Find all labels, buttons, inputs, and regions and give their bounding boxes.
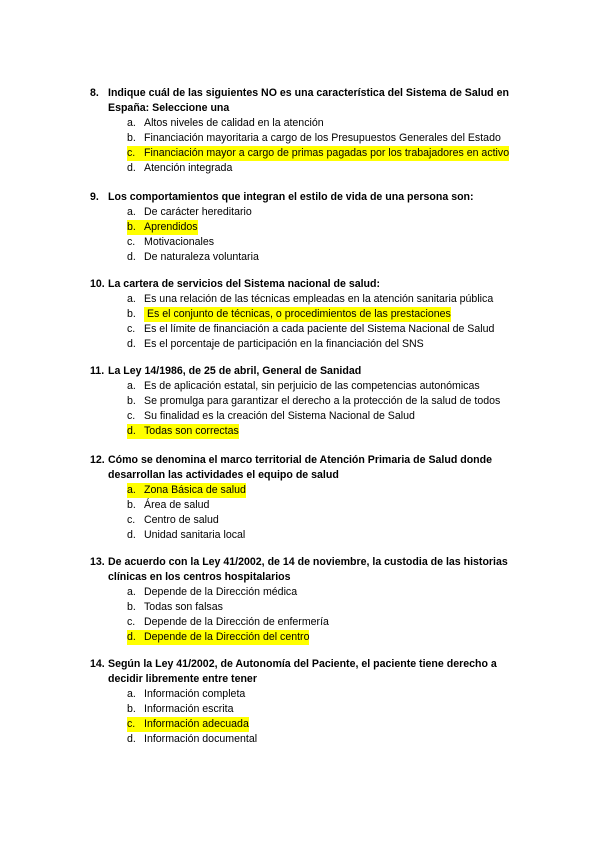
question-title — [90, 555, 530, 585]
question-number: 10. — [90, 278, 105, 290]
option-b — [127, 498, 530, 513]
options-list — [90, 585, 530, 645]
option-text: Información escrita — [144, 703, 234, 715]
option-letter: a. — [127, 483, 144, 498]
question-number: 14. — [90, 658, 105, 670]
option-letter: a. — [127, 117, 136, 129]
option-text: Unidad sanitaria local — [144, 529, 246, 541]
option-letter: b. — [127, 601, 136, 613]
option-text: Información documental — [144, 733, 258, 745]
options-list — [90, 205, 530, 265]
option-d — [127, 250, 530, 265]
option-a — [127, 116, 530, 131]
option-letter: d. — [127, 251, 136, 263]
option-a — [127, 585, 530, 600]
option-b-highlighted — [127, 220, 530, 235]
option-letter: d. — [127, 630, 144, 645]
question-8 — [90, 86, 530, 176]
option-text: Es el límite de financiación a cada paciente del Sistema Nacional de Salud — [144, 323, 495, 335]
option-b — [127, 702, 530, 717]
option-c — [127, 409, 530, 424]
option-text: Es de aplicación estatal, sin perjuicio de las competencias autonómicas — [144, 380, 480, 392]
option-letter: c. — [127, 410, 136, 422]
option-c-highlighted — [127, 717, 530, 732]
option-text: Es el porcentaje de participación en la financiación del SNS — [144, 338, 424, 350]
option-letter: a. — [127, 688, 136, 700]
option-text: Depende de la Dirección del centro — [144, 631, 310, 643]
option-a-highlighted — [127, 483, 530, 498]
option-text: Zona Básica de salud — [144, 484, 246, 496]
question-10 — [90, 277, 530, 352]
option-letter: b. — [127, 703, 136, 715]
question-text: Los comportamientos que integran el estilo de vida de una persona son: — [108, 191, 474, 203]
option-text: Altos niveles de calidad en la atención — [144, 117, 324, 129]
question-14 — [90, 657, 530, 747]
question-text: De acuerdo con la Ley 41/2002, de 14 de noviembre, la custodia de las historias clínicas en los centros hospitalarios — [108, 556, 508, 583]
option-text: Se promulga para garantizar el derecho a la protección de la salud de todos — [144, 395, 501, 407]
option-text: Todas son correctas — [144, 425, 239, 437]
option-letter: b. — [127, 220, 144, 235]
option-text: Depende de la Dirección de enfermería — [144, 616, 329, 628]
question-9 — [90, 190, 530, 265]
option-c — [127, 615, 530, 630]
option-text: De naturaleza voluntaria — [144, 251, 259, 263]
option-letter: b. — [127, 132, 136, 144]
options-list — [90, 483, 530, 543]
question-number: 12. — [90, 454, 105, 466]
question-11 — [90, 364, 530, 439]
options-list — [90, 687, 530, 747]
option-text: Motivacionales — [144, 236, 215, 248]
option-text: Todas son falsas — [144, 601, 223, 613]
question-number: 11. — [90, 365, 105, 377]
option-b — [127, 600, 530, 615]
question-text: La cartera de servicios del Sistema nacional de salud: — [108, 278, 381, 290]
option-c — [127, 513, 530, 528]
option-letter: a. — [127, 380, 136, 392]
option-letter: a. — [127, 206, 136, 218]
option-c — [127, 235, 530, 250]
option-text: Centro de salud — [144, 514, 219, 526]
option-letter: b. — [127, 499, 136, 511]
option-letter: b. — [127, 395, 136, 407]
option-d-highlighted — [127, 424, 530, 439]
question-13 — [90, 555, 530, 645]
option-letter: d. — [127, 424, 144, 439]
question-number: 13. — [90, 556, 105, 568]
option-text: Información adecuada — [144, 718, 249, 730]
option-letter: c. — [127, 717, 144, 732]
option-text: Aprendidos — [144, 221, 198, 233]
option-a — [127, 292, 530, 307]
option-letter: d. — [127, 529, 136, 541]
option-a — [127, 205, 530, 220]
question-number: 9. — [90, 191, 99, 203]
question-12 — [90, 453, 530, 543]
option-b — [127, 394, 530, 409]
options-list — [90, 292, 530, 352]
option-letter: d. — [127, 338, 136, 350]
option-letter: c. — [127, 323, 136, 335]
question-text: La Ley 14/1986, de 25 de abril, General de Sanidad — [108, 365, 362, 377]
question-title — [90, 657, 530, 687]
option-text: Es el conjunto de técnicas, o procedimientos de las prestaciones — [144, 308, 451, 320]
option-d — [127, 161, 530, 176]
question-number: 8. — [90, 87, 99, 99]
question-text: Cómo se denomina el marco territorial de Atención Primaria de Salud donde desarrollan las actividades el equipo de salud — [108, 454, 493, 481]
options-list — [90, 116, 530, 176]
option-text: Financiación mayoritaria a cargo de los Presupuestos Generales del Estado — [144, 132, 501, 144]
option-b — [127, 131, 530, 146]
question-title — [90, 190, 530, 205]
option-letter: d. — [127, 733, 136, 745]
option-letter: c. — [127, 514, 136, 526]
option-text: Es una relación de las técnicas empleadas en la atención sanitaria pública — [144, 293, 494, 305]
question-title — [90, 277, 530, 292]
option-c-highlighted — [127, 146, 530, 161]
option-a — [127, 687, 530, 702]
option-b-highlighted — [127, 307, 530, 322]
option-letter: b. — [127, 308, 136, 320]
option-text: Información completa — [144, 688, 246, 700]
option-letter: d. — [127, 162, 136, 174]
option-d-highlighted — [127, 630, 530, 645]
question-title — [90, 453, 530, 483]
option-letter: c. — [127, 146, 144, 161]
question-text: Indique cuál de las siguientes NO es una característica del Sistema de Salud en España: Seleccione una — [108, 87, 509, 114]
option-d — [127, 337, 530, 352]
question-text: Según la Ley 41/2002, de Autonomía del Paciente, el paciente tiene derecho a decidir libremente entre tener — [108, 658, 497, 685]
option-d — [127, 732, 530, 747]
option-text: Depende de la Dirección médica — [144, 586, 298, 598]
question-title — [90, 86, 530, 116]
option-letter: a. — [127, 293, 136, 305]
option-c — [127, 322, 530, 337]
option-text: De carácter hereditario — [144, 206, 252, 218]
options-list — [90, 379, 530, 439]
option-text: Área de salud — [144, 499, 210, 511]
option-text: Financiación mayor a cargo de primas pagadas por los trabajadores en activo — [144, 147, 510, 159]
option-a — [127, 379, 530, 394]
option-letter: a. — [127, 586, 136, 598]
option-d — [127, 528, 530, 543]
option-text: Su finalidad es la creación del Sistema Nacional de Salud — [144, 410, 415, 422]
question-title — [90, 364, 530, 379]
option-letter: c. — [127, 236, 136, 248]
option-letter: c. — [127, 616, 136, 628]
option-text: Atención integrada — [144, 162, 233, 174]
